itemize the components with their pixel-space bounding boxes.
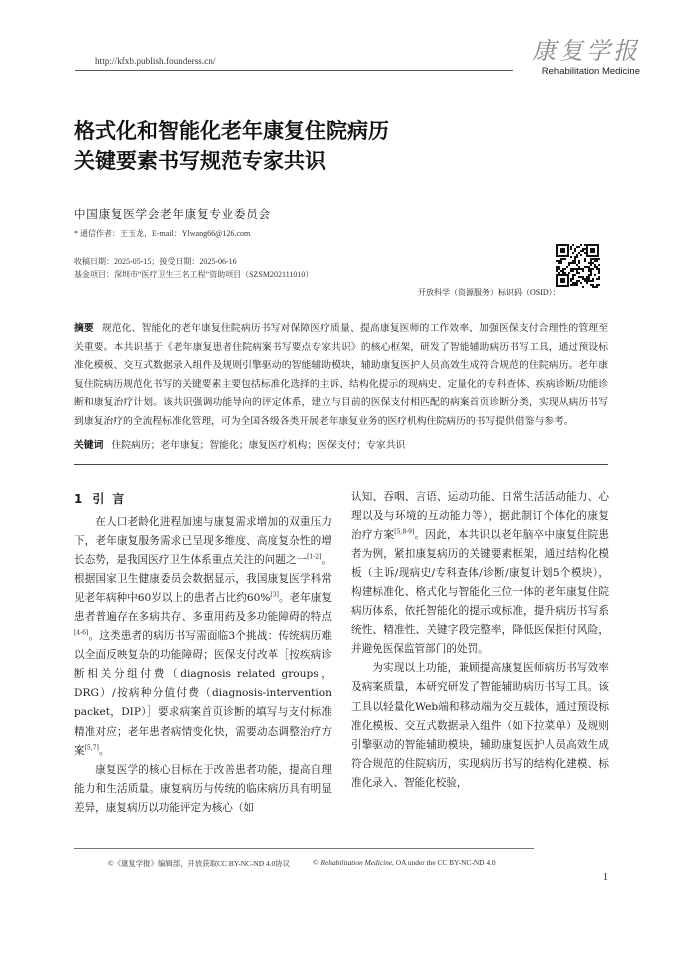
received-accepted-dates: 收稿日期：2025-05-15；接受日期：2025-06-16 [74, 257, 237, 266]
page-number: 1 [603, 872, 608, 883]
abstract-text: 规范化、智能化的老年康复住院病历书写对保障医疗质量、提高康复医师的工作效率、加强医保支付合理性的管理至关重要。本共识基于《老年康复患者住院病案书写要点专家共识》的核心框架，研发了智能辅助病历书写工具，通过预设标准化模板、交互式数据录入组件及规则引擎驱动的智能辅助模块，辅助康复医护人员高效生成符合规范的住院病历。老年康复住院病历规范化书写的关键要素主要包括标准化选择的主诉、结构化提示的现病史、定量化的专科查体、疾病诊断/功能诊断和康复治疗计划。该共识强调功能导向的评定体系，建立与目前的医保支付相匹配的病案首页诊断分类，实现从病历书写到康复治疗的全流程标准化管理，可为全国各级各类开展老年康复业务的医疗机构住院病历的书写提供借鉴与参考。 [74, 323, 609, 427]
keywords-label: 关键词 [74, 440, 104, 451]
article-title-line-2: 关键要素书写规范专家共识 [74, 149, 326, 173]
abstract [74, 320, 608, 432]
citation[interactable]: [5,7] [84, 744, 99, 752]
body-text: 。根据国家卫生健康委员会数据显示，我国康复医学科常见老年病种中60岁以上的患者占比约60% [74, 554, 332, 605]
keywords [74, 437, 608, 455]
body-paragraph: 康复医学的核心目标在于改善患者功能，提高自理能力和生活质量。康复病历与传统的临床病历具有明显差异，康复病历以功能评定为核心（如 [74, 763, 332, 814]
citation[interactable]: [5,8-9] [394, 528, 415, 536]
footer-copyright-symbol: © [313, 858, 321, 867]
body-text: 。因此，本共识以老年脑卒中康复住院患者为例，紧扣康复病历的关键要素框架，通过结构化模板（主诉/现病史/专科查体/诊断/康复计划5个模块），构建标准化、格式化与智能化三位一体的老年康复住院病历体系，依托智能化的提示或标准，提升病历书写系统性、精准性、关键字段完整率，降低医保拒付风险，并避免医保监管部门的处罚。 [351, 529, 610, 656]
body-text: 认知、吞咽、言语、运动功能、日常生活活动能力、心理以及与环境的互动能力等），据此制订个体化的康复治疗方案 [351, 491, 609, 542]
corresponding-author: * 通信作者：王玉龙，E-mail：Ylwang66@126.com [74, 229, 251, 238]
header-divider [75, 70, 513, 71]
keywords-text: 住院病历；老年康复；智能化；康复医疗机构；医保支付；专家共识 [111, 440, 406, 451]
journal-url[interactable]: http://kfxb.publish.founderss.cn/ [95, 56, 216, 66]
body-paragraph [351, 488, 609, 659]
abstract-divider [74, 464, 608, 465]
footer-divider [74, 848, 534, 849]
fund-project: 基金项目：深圳市“医疗卫生三名工程”资助项目（SZSM202111010） [74, 270, 314, 279]
osid-label: 开放科学（资源服务）标识码（OSID）： [418, 288, 561, 297]
footer-copyright-english [313, 858, 496, 867]
section-title: 引言 [92, 492, 133, 506]
section-number: 1 [74, 492, 83, 506]
citation[interactable]: [1-2] [307, 553, 322, 561]
body-paragraph: 为实现以上功能，兼顾提高康复医师病历书写效率及病案质量，本研究研发了智能辅助病历书写工具。该工具以轻量化Web端和移动端为交互载体，通过预设标准化模板、交互式数据录入组件（如下拉菜单）及规则引擎驱动的智能辅助模块，辅助康复医护人员高效生成符合规范的住院病历，实现病历书写的结构化建模、标准化录入、智能化校验， [351, 662, 609, 789]
footer-copyright-chinese: ©《康复学报》编辑部，开放获取CC BY-NC-ND 4.0协议 [108, 859, 290, 868]
body-text: 。这类患者的病历书写需面临3个挑战：传统病历难以全面反映复杂的功能障碍；医保支付改革［按疾病诊断相关分组付费（diagnosis related groups，DRG）/按病种分值付费（diagnosis-intervention packet，DIP）］要求病案首页诊断的填写与支付标准精准对应；老年患者病情变化快，需要动态调整治疗方案 [74, 630, 332, 757]
body-paragraph [74, 513, 332, 761]
journal-logo [520, 38, 640, 78]
abstract-label: 摘要 [74, 323, 94, 334]
body-text: 。老年康复患者普遍存在多病共存、多重用药及多功能障碍的特点 [74, 592, 333, 624]
osid-qr-code-icon[interactable] [555, 243, 600, 288]
body-column-left [74, 513, 332, 818]
footer-license-text: , OA under the CC BY-NC-ND 4.0 [392, 858, 496, 867]
footer-journal-name: Rehabilitation Medicine [320, 858, 393, 867]
citation[interactable]: [3] [270, 591, 279, 599]
journal-logo-english: Rehabilitation Medicine [541, 66, 640, 77]
body-column-right [351, 488, 609, 793]
article-title-line-1: 格式化和智能化老年康复住院病历 [74, 119, 389, 143]
journal-logo-chinese: 康复学报 [532, 37, 640, 65]
author-organization: 中国康复医学会老年康复专业委员会 [74, 207, 271, 221]
body-text: 。 [98, 744, 110, 757]
section-heading [74, 490, 132, 507]
citation[interactable]: [4-6] [74, 629, 89, 637]
body-text: 在人口老龄化进程加速与康复需求增加的双重压力下，老年康复服务需求已呈现多维度、高度复杂性的增长态势，是我国医疗卫生体系重点关注的问题之一 [74, 516, 332, 567]
